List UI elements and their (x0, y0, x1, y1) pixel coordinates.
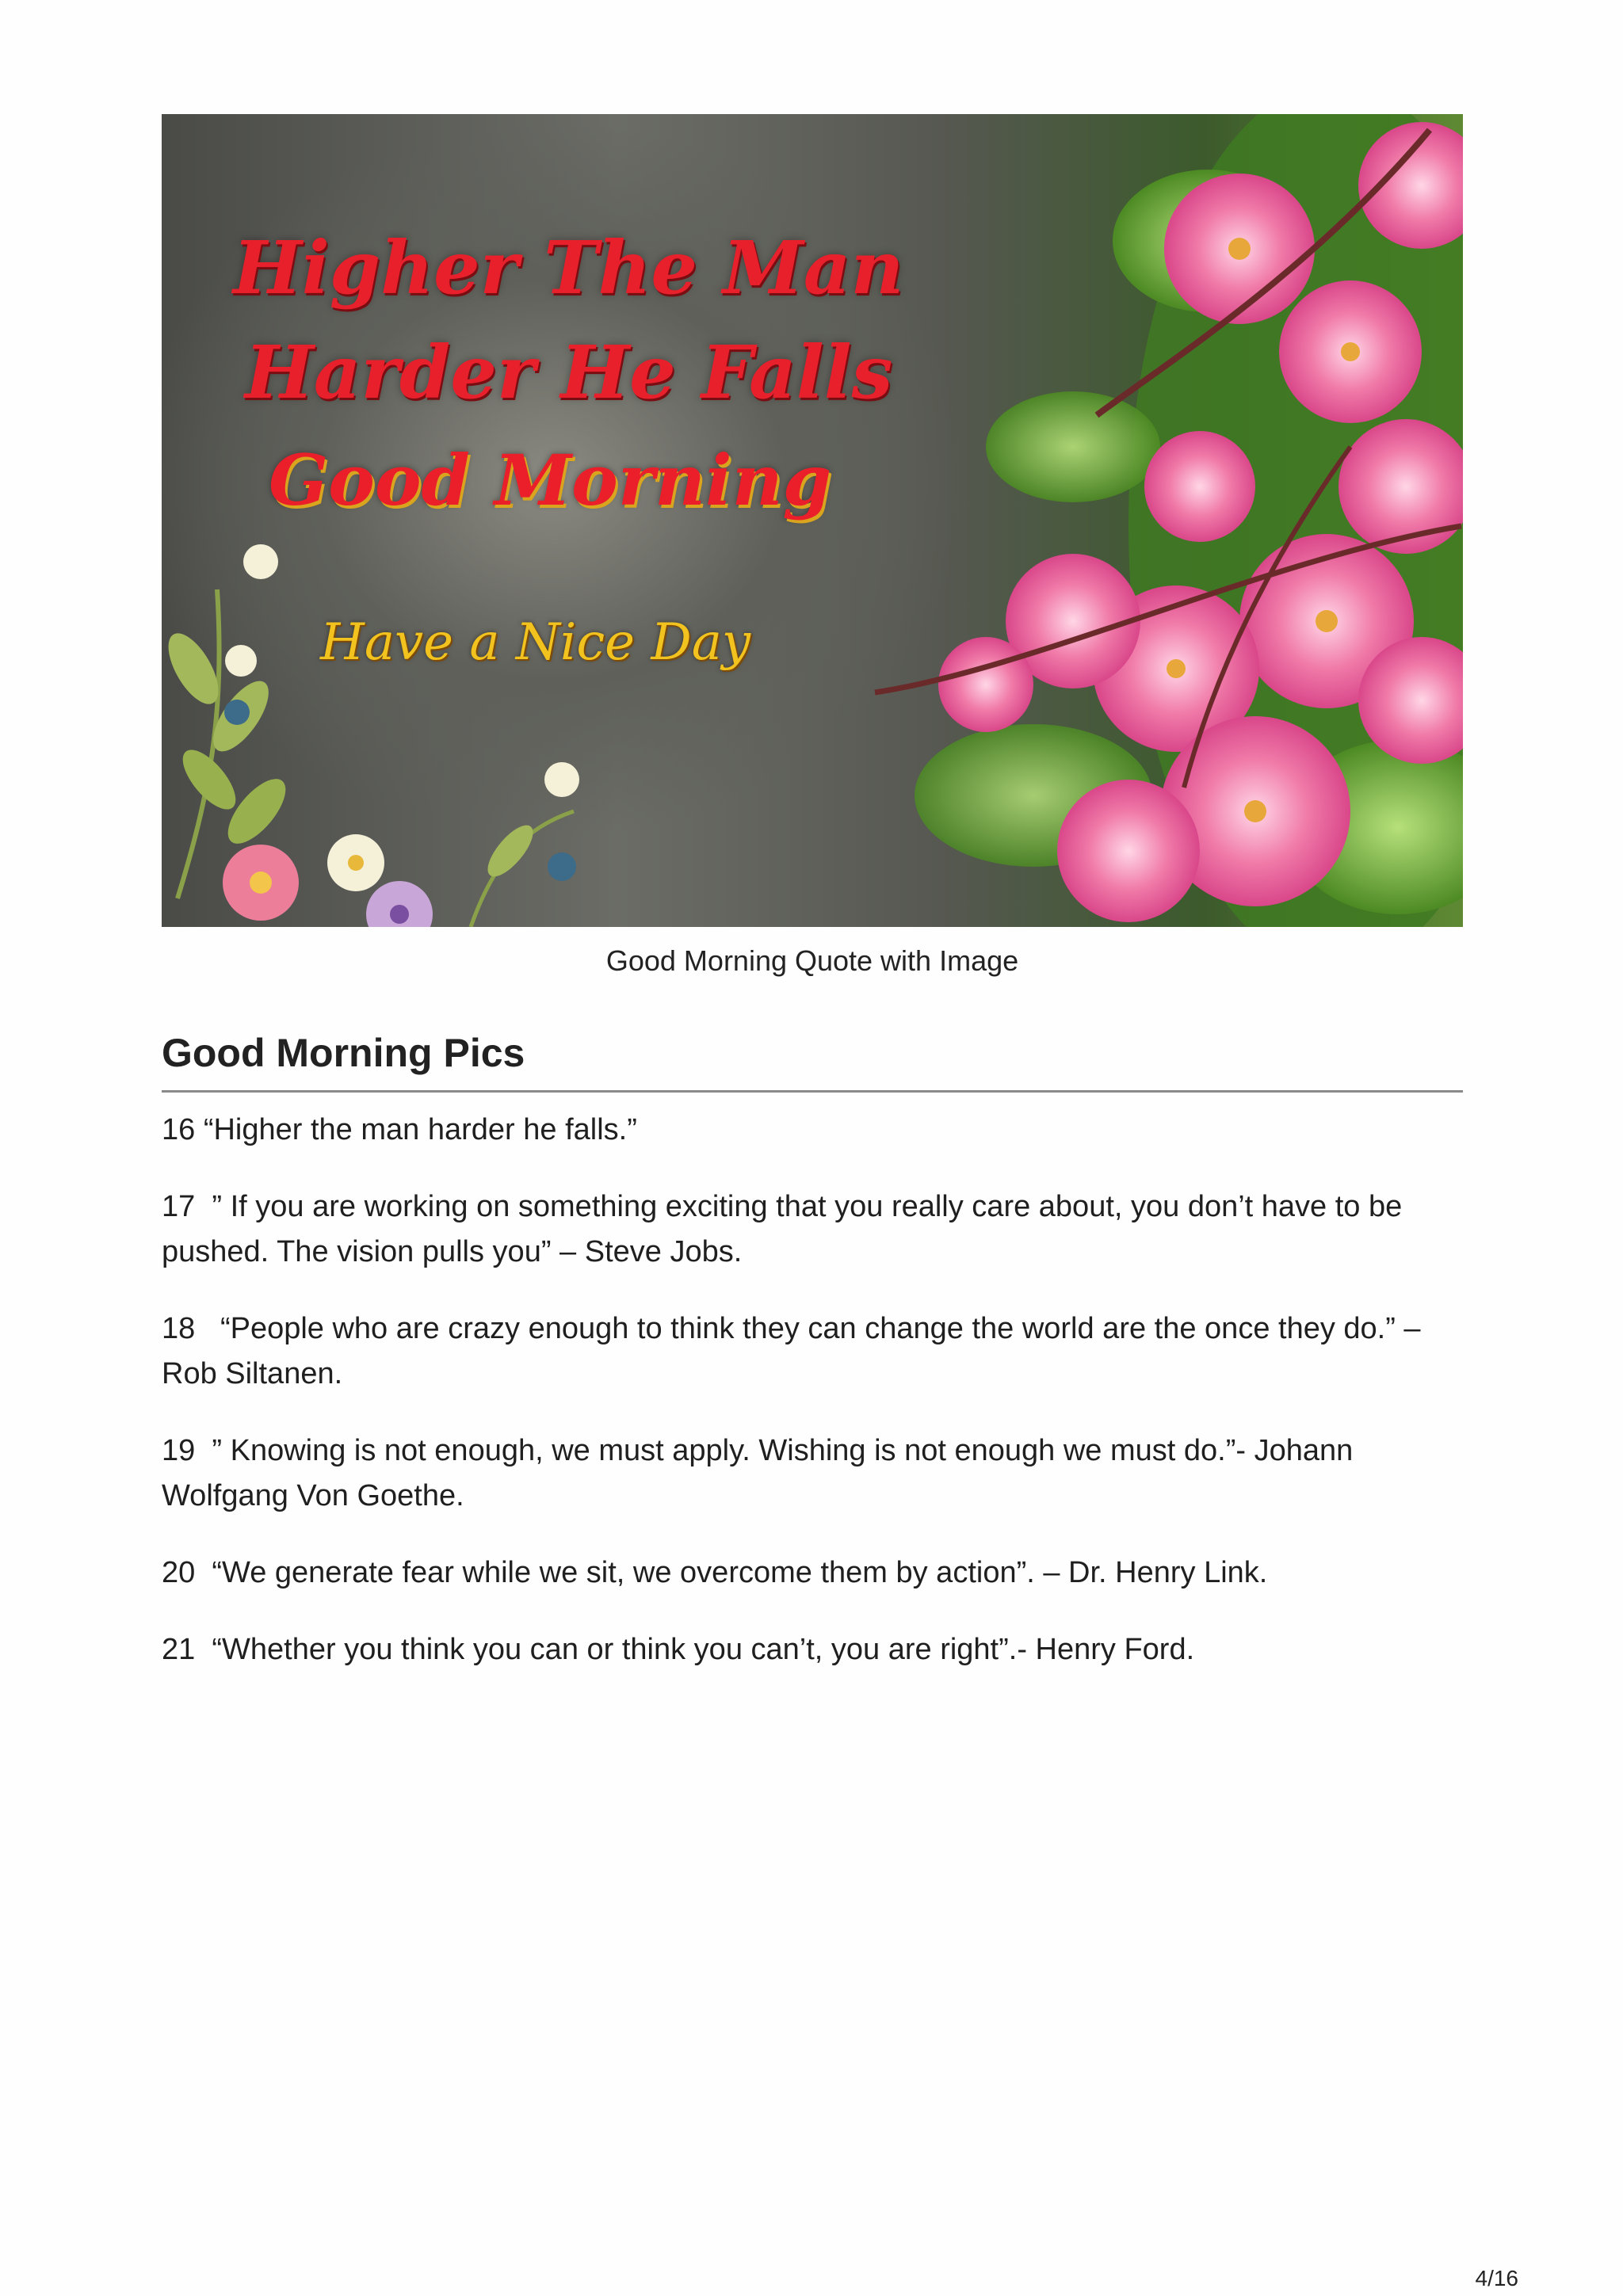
image-greeting: Good Morning (269, 439, 832, 521)
section-heading: Good Morning Pics (162, 1030, 1463, 1093)
painted-wildflowers-icon (162, 544, 579, 927)
quote-item: 16 “Higher the man harder he falls.” (162, 1113, 637, 1146)
image-title-line-1: Higher The Man (233, 225, 904, 311)
good-morning-image (162, 114, 1463, 927)
quote-item: 21 “Whether you think you can or think you can’t, you are right”.- Henry Ford. (162, 1633, 1195, 1666)
quote-item: 20 “We generate fear while we sit, we overcome them by action”. – Dr. Henry Link. (162, 1556, 1268, 1589)
image-title-line-2: Harder He Falls (245, 330, 893, 415)
image-wish: Have a Nice Day (320, 613, 750, 672)
quote-item: 17 ” If you are working on something exciting that you really care about, you don’t have to be pushed. The vision pulls you” – Steve Jobs. (162, 1190, 1411, 1268)
figure (162, 114, 1463, 978)
quote-item: 19 ” Knowing is not enough, we must apply. Wishing is not enough we must do.”- Johann Wolfgang Von Goethe. (162, 1434, 1361, 1512)
quote-list (162, 1108, 1463, 1704)
page-number: 4/16 (1475, 2266, 1518, 2290)
pink-blossom-cluster-icon (875, 114, 1463, 927)
figure-caption: Good Morning Quote with Image (605, 944, 1019, 977)
quote-item: 18 “People who are crazy enough to think they can change the world are the once they do.” – Rob Siltanen. (162, 1312, 1430, 1390)
